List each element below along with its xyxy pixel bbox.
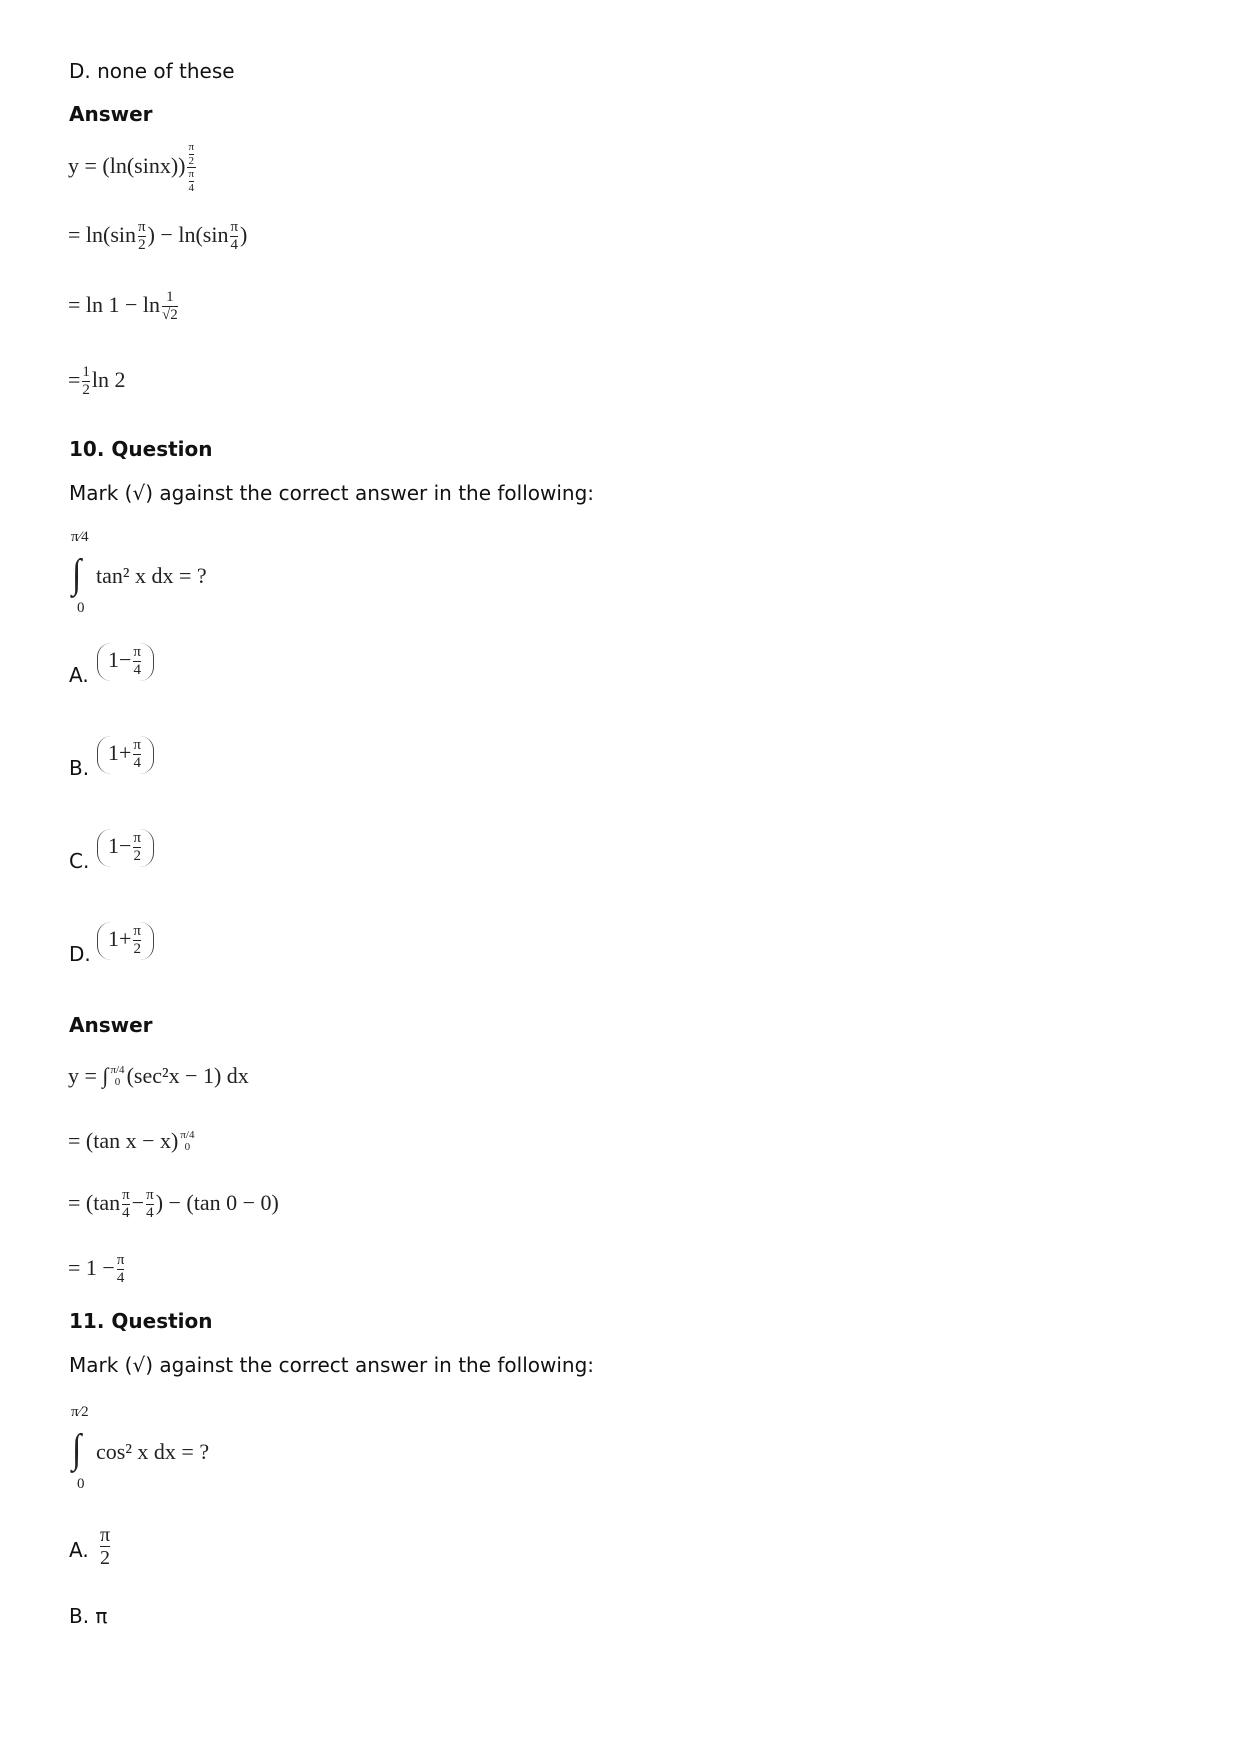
q10-integrand: tan² x dx = ? [96, 563, 207, 588]
option-expression: 1− $\frac{\pi}{2}$ [97, 829, 154, 867]
q9-solution-line2: = ln(sin $\frac{\pi}{2}$ ) − ln(sin $\frac{\pi}{4}$ ) [68, 219, 248, 253]
q10-solution-line3: = (tan $\frac{\pi}{4}$ − $\frac{\pi}{4}$ ) − (tan 0 − 0) [68, 1187, 279, 1221]
option-label: C. [69, 849, 90, 873]
q10-solution-line1: y = ∫ π/4 0 (sec²x − 1) dx [68, 1063, 249, 1088]
q11-integral-upper: π⁄2 [71, 1404, 89, 1420]
integral-sign-icon: ∫ [72, 552, 82, 597]
option-label: B. [69, 756, 90, 780]
option-expression: 1− $\frac{\pi}{4}$ [97, 643, 154, 681]
q10-integral-lower: 0 [77, 600, 85, 616]
option-label: D. [69, 942, 91, 966]
q11-integral-lower: 0 [77, 1476, 85, 1492]
option-expression: $\frac{\pi}{2}$ [100, 1524, 111, 1569]
option-expression: 1+ $\frac{\pi}{4}$ [97, 736, 154, 774]
q11-title: 11. Question [69, 1309, 213, 1333]
q11-prompt: Mark (√) against the correct answer in the following: [69, 1353, 595, 1377]
q9-solution-line3: = ln 1 − ln $\frac{1}{√2}$ [68, 289, 178, 323]
q10-answer-heading: Answer [69, 1013, 153, 1037]
q10-prompt: Mark (√) against the correct answer in the following: [69, 481, 595, 505]
q9-option-d: D. none of these [69, 59, 235, 83]
q9-solution-line1: y = (ln(sinx)) π 2 $\frac{\pi}{4}$ [68, 141, 195, 194]
q11-option-b[interactable]: B. π [69, 1604, 108, 1628]
option-label: A. [69, 663, 89, 687]
option-expression: 1+ $\frac{\pi}{2}$ [97, 922, 154, 960]
q10-solution-line4: = 1 − $\frac{\pi}{4}$ [68, 1252, 125, 1286]
q11-integrand: cos² x dx = ? [96, 1439, 210, 1464]
q10-solution-line2: = (tan x − x) π/4 0 [68, 1128, 195, 1153]
q9-solution-line4: = $\frac{1}{2}$ ln 2 [68, 364, 126, 398]
q10-integral-upper: π⁄4 [71, 529, 89, 545]
integral-sign-icon: ∫ [72, 1427, 82, 1472]
q10-title: 10. Question [69, 437, 213, 461]
option-label: A. [69, 1538, 89, 1562]
q9-answer-heading: Answer [69, 102, 153, 126]
